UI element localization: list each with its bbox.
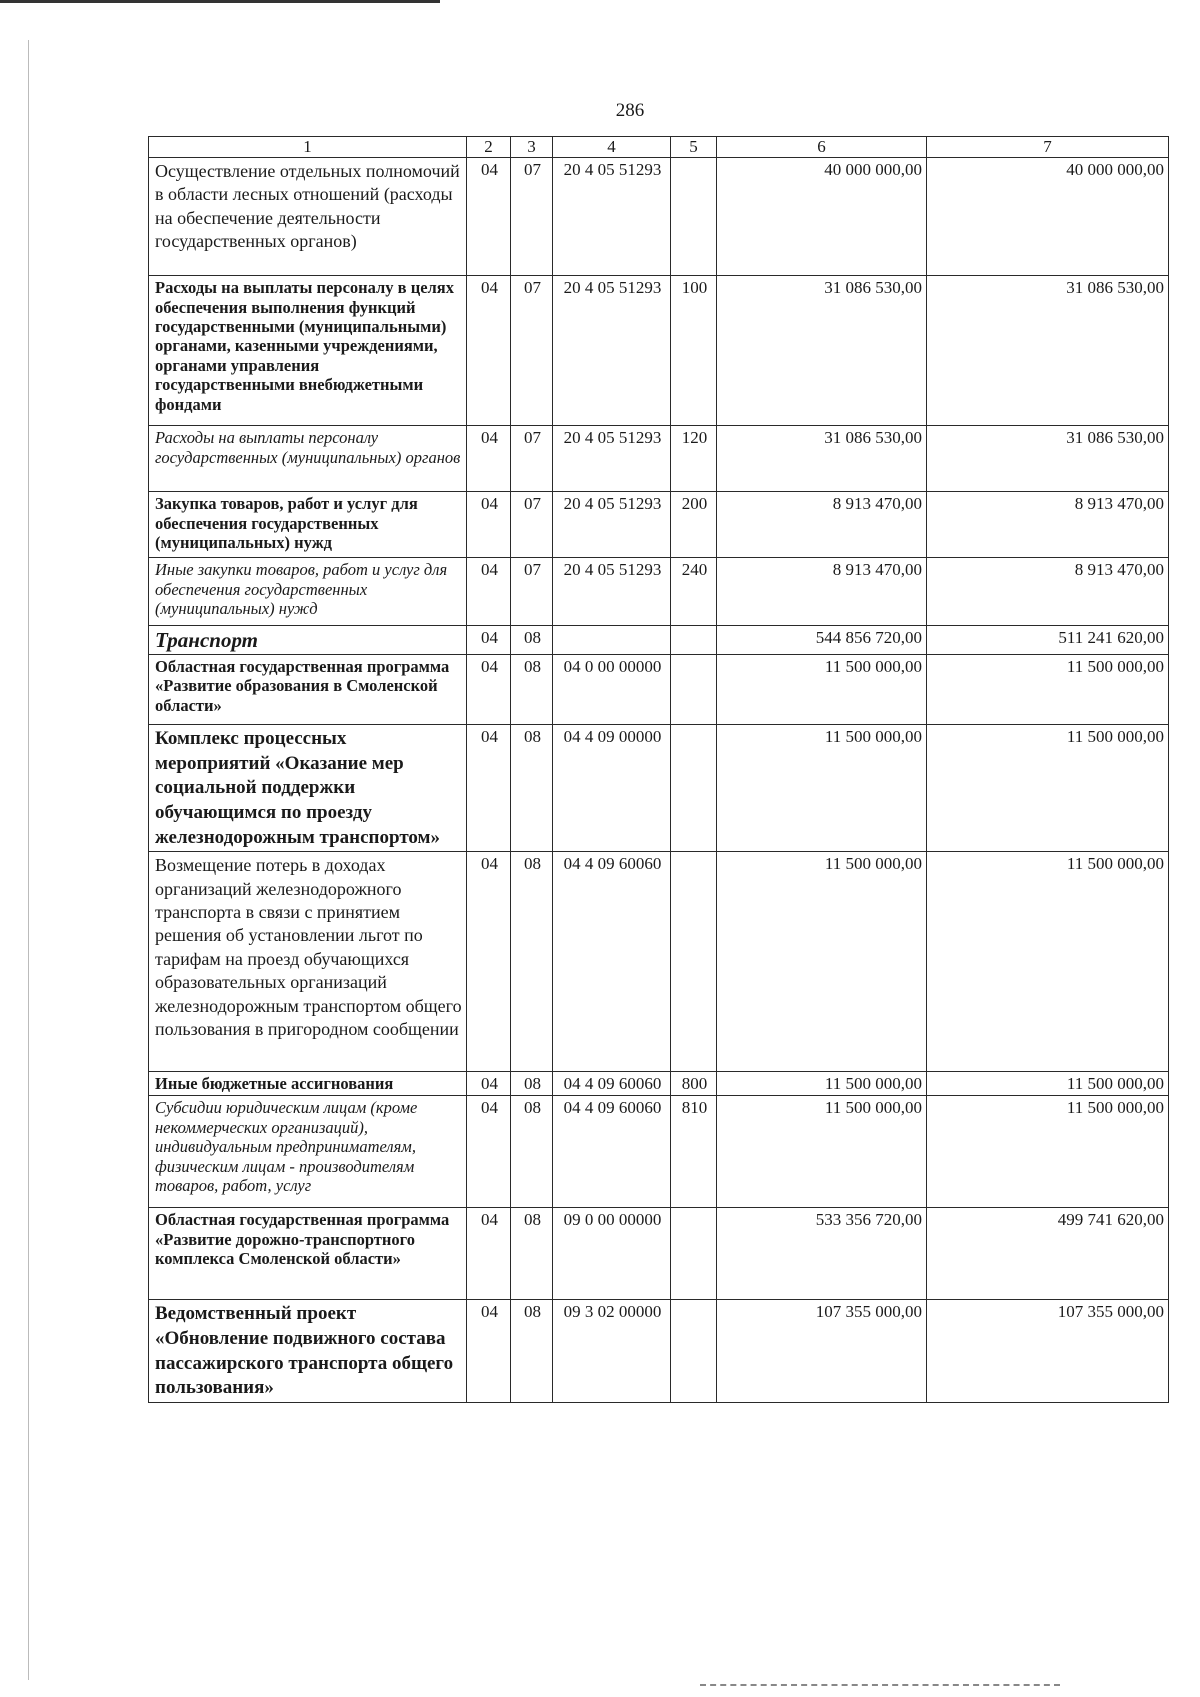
row-amount-year1: 533 356 720,00 (717, 1208, 927, 1300)
row-amount-year2: 11 500 000,00 (927, 1072, 1169, 1096)
table-header-row (149, 137, 1169, 158)
top-scan-rule (0, 0, 440, 3)
header-cell-6: 6 (717, 137, 927, 158)
row-section: 04 (467, 1208, 511, 1300)
row-section: 04 (467, 158, 511, 276)
table-row (149, 1072, 1169, 1096)
row-amount-year2: 40 000 000,00 (927, 158, 1169, 276)
row-target-article: 20 4 05 51293 (553, 492, 671, 558)
table-row (149, 426, 1169, 492)
table-row (149, 492, 1169, 558)
row-subsection: 07 (511, 158, 553, 276)
header-cell-1: 1 (149, 137, 467, 158)
row-target-article: 20 4 05 51293 (553, 558, 671, 626)
row-amount-year2: 11 500 000,00 (927, 1096, 1169, 1208)
header-cell-3: 3 (511, 137, 553, 158)
row-target-article: 04 4 09 60060 (553, 1096, 671, 1208)
header-cell-5: 5 (671, 137, 717, 158)
row-section: 04 (467, 626, 511, 655)
row-amount-year1: 31 086 530,00 (717, 426, 927, 492)
row-subsection: 08 (511, 852, 553, 1072)
table-row (149, 276, 1169, 426)
row-section: 04 (467, 558, 511, 626)
row-amount-year1: 11 500 000,00 (717, 724, 927, 851)
row-expense-type: 200 (671, 492, 717, 558)
row-amount-year2: 8 913 470,00 (927, 558, 1169, 626)
row-amount-year1: 11 500 000,00 (717, 1096, 927, 1208)
row-expense-type: 810 (671, 1096, 717, 1208)
footer-scan-rule (700, 1684, 1060, 1686)
row-subsection: 08 (511, 1096, 553, 1208)
table-row (149, 1300, 1169, 1403)
row-section: 04 (467, 852, 511, 1072)
row-name: Транспорт (149, 626, 467, 655)
row-section: 04 (467, 724, 511, 851)
left-scan-edge (28, 40, 29, 1680)
row-amount-year2: 499 741 620,00 (927, 1208, 1169, 1300)
header-cell-2: 2 (467, 137, 511, 158)
table-row (149, 558, 1169, 626)
row-amount-year1: 11 500 000,00 (717, 654, 927, 724)
row-expense-type (671, 158, 717, 276)
row-target-article: 20 4 05 51293 (553, 426, 671, 492)
row-amount-year2: 11 500 000,00 (927, 852, 1169, 1072)
row-subsection: 08 (511, 724, 553, 851)
row-subsection: 08 (511, 654, 553, 724)
row-name: Закупка товаров, работ и услуг для обеспечения государственных (муниципальных) нужд (149, 492, 467, 558)
row-name: Осуществление отдельных полномочий в области лесных отношений (расходы на обеспечение деятельности государственных органов) (149, 158, 467, 276)
row-target-article: 09 3 02 00000 (553, 1300, 671, 1403)
row-section: 04 (467, 492, 511, 558)
table-row (149, 724, 1169, 851)
row-target-article: 04 0 00 00000 (553, 654, 671, 724)
table-row (149, 158, 1169, 276)
header-cell-7: 7 (927, 137, 1169, 158)
row-name: Иные закупки товаров, работ и услуг для обеспечения государственных (муниципальных) нужд (149, 558, 467, 626)
row-amount-year2: 11 500 000,00 (927, 654, 1169, 724)
row-name: Комплекс процессных мероприятий «Оказание мер социальной поддержки обучающимся по проезду железнодорожным транспортом» (149, 724, 467, 851)
row-subsection: 08 (511, 626, 553, 655)
row-amount-year2: 8 913 470,00 (927, 492, 1169, 558)
table-row (149, 654, 1169, 724)
row-amount-year1: 31 086 530,00 (717, 276, 927, 426)
row-name: Возмещение потерь в доходах организаций железнодорожного транспорта в связи с принятием решения об установлении льгот по тарифам на проезд обучающихся образовательных организаций железнодорожным транспортом общего пользования в пригородном сообщении (149, 852, 467, 1072)
row-amount-year1: 8 913 470,00 (717, 492, 927, 558)
row-name: Областная государственная программа «Развитие дорожно-транспортного комплекса Смоленской области» (149, 1208, 467, 1300)
row-name: Ведомственный проект «Обновление подвижного состава пассажирского транспорта общего пользования» (149, 1300, 467, 1403)
row-subsection: 08 (511, 1208, 553, 1300)
row-amount-year1: 11 500 000,00 (717, 852, 927, 1072)
budget-table (148, 136, 1169, 1403)
row-subsection: 07 (511, 558, 553, 626)
row-expense-type: 800 (671, 1072, 717, 1096)
row-amount-year2: 107 355 000,00 (927, 1300, 1169, 1403)
row-name: Расходы на выплаты персоналу в целях обеспечения выполнения функций государственными (муниципальными) органами, казенными учреждениями, органами управления государственными внебюджетными фондами (149, 276, 467, 426)
row-target-article: 20 4 05 51293 (553, 276, 671, 426)
row-target-article: 09 0 00 00000 (553, 1208, 671, 1300)
row-amount-year1: 8 913 470,00 (717, 558, 927, 626)
page-number: 286 (615, 100, 645, 121)
row-expense-type: 120 (671, 426, 717, 492)
row-name: Иные бюджетные ассигнования (149, 1072, 467, 1096)
row-amount-year1: 107 355 000,00 (717, 1300, 927, 1403)
row-expense-type: 100 (671, 276, 717, 426)
row-target-article: 20 4 05 51293 (553, 158, 671, 276)
row-target-article: 04 4 09 60060 (553, 1072, 671, 1096)
table-row (149, 1208, 1169, 1300)
row-target-article: 04 4 09 60060 (553, 852, 671, 1072)
row-expense-type (671, 1300, 717, 1403)
row-expense-type (671, 852, 717, 1072)
row-section: 04 (467, 1096, 511, 1208)
row-section: 04 (467, 1300, 511, 1403)
row-expense-type (671, 654, 717, 724)
row-amount-year1: 11 500 000,00 (717, 1072, 927, 1096)
table-row (149, 1096, 1169, 1208)
row-section: 04 (467, 426, 511, 492)
row-name: Субсидии юридическим лицам (кроме некоммерческих организаций), индивидуальным предпринимателям, физическим лицам - производителям товаров, работ, услуг (149, 1096, 467, 1208)
row-amount-year2: 31 086 530,00 (927, 276, 1169, 426)
table-row-section (149, 626, 1169, 655)
row-section: 04 (467, 276, 511, 426)
header-cell-4: 4 (553, 137, 671, 158)
row-subsection: 07 (511, 426, 553, 492)
row-subsection: 07 (511, 492, 553, 558)
row-amount-year2: 11 500 000,00 (927, 724, 1169, 851)
row-expense-type (671, 1208, 717, 1300)
row-amount-year2: 511 241 620,00 (927, 626, 1169, 655)
row-expense-type (671, 626, 717, 655)
row-subsection: 08 (511, 1072, 553, 1096)
row-amount-year1: 40 000 000,00 (717, 158, 927, 276)
row-amount-year1: 544 856 720,00 (717, 626, 927, 655)
row-amount-year2: 31 086 530,00 (927, 426, 1169, 492)
row-subsection: 07 (511, 276, 553, 426)
row-name: Расходы на выплаты персоналу государственных (муниципальных) органов (149, 426, 467, 492)
row-target-article: 04 4 09 00000 (553, 724, 671, 851)
row-expense-type (671, 724, 717, 851)
row-section: 04 (467, 654, 511, 724)
row-target-article (553, 626, 671, 655)
row-section: 04 (467, 1072, 511, 1096)
row-subsection: 08 (511, 1300, 553, 1403)
table-row (149, 852, 1169, 1072)
row-expense-type: 240 (671, 558, 717, 626)
row-name: Областная государственная программа «Развитие образования в Смоленской области» (149, 654, 467, 724)
